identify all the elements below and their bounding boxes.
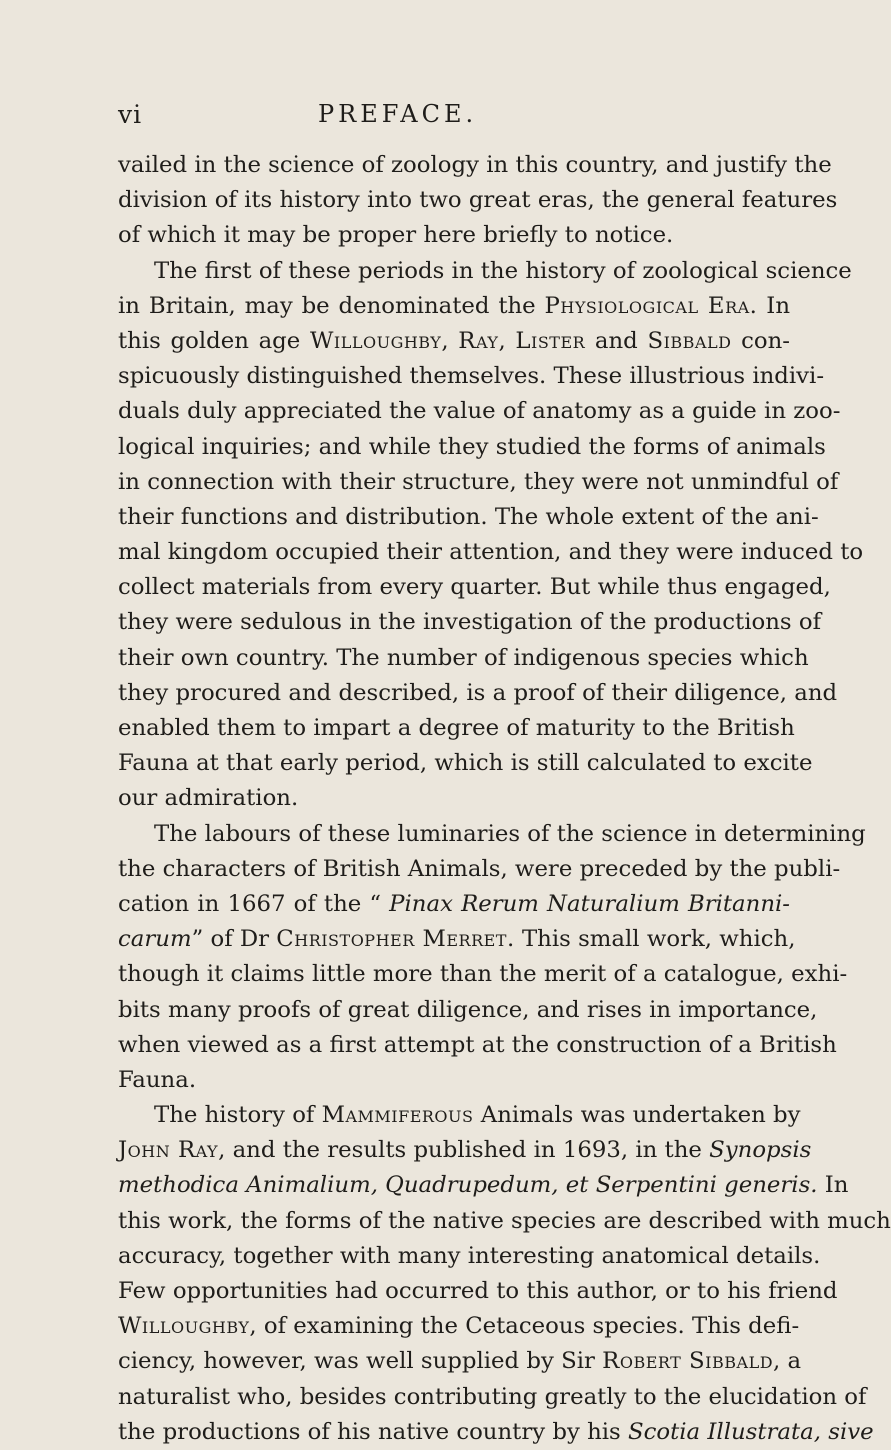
text-line: bits many proofs of great diligence, and rises in importance, <box>118 996 818 1023</box>
text-line: Fauna at that early period, which is still calculated to excite <box>118 750 813 777</box>
text-line: in connection with their structure, they were not unmindful of <box>118 468 839 495</box>
text-line: they were sedulous in the investigation of the productions of <box>118 609 822 636</box>
text-line: in Britain, may be denominated the Physiological Era. In <box>118 292 790 319</box>
text-line: Fauna. <box>118 1066 197 1093</box>
text-line: our admiration. <box>118 785 299 812</box>
era-name: Physiological Era. <box>544 292 758 319</box>
text-line: collect materials from every quarter. But while thus engaged, <box>118 574 831 601</box>
text-line: the characters of British Animals, were preceded by the publi- <box>118 855 841 882</box>
text-line: logical inquiries; and while they studied the forms of animals <box>118 433 826 460</box>
text-line: methodica Animalium, Quadrupedum, et Serpentini generis. In <box>118 1172 849 1199</box>
text-line: division of its history into two great eras, the general features <box>118 187 838 214</box>
paragraph-start-line: The first of these periods in the history of zoological science <box>154 257 852 284</box>
text-line: spicuously distinguished themselves. These illustrious indivi- <box>118 363 825 390</box>
text-line: when viewed as a first attempt at the construction of a British <box>118 1031 837 1058</box>
paragraph-start-line: The labours of these luminaries of the science in determining <box>154 820 866 847</box>
book-title: Scotia Illustrata, sive <box>628 1418 874 1445</box>
body-text <box>118 148 891 1450</box>
text-line: naturalist who, besides contributing greatly to the elucidation of <box>118 1383 867 1410</box>
book-title: Pinax Rerum Naturalium Britanni- <box>389 890 790 917</box>
text-line: vailed in the science of zoology in this country, and justify the <box>118 152 832 178</box>
book-title: Synopsis <box>709 1137 812 1164</box>
text-line: mal kingdom occupied their attention, and they were induced to <box>118 539 864 566</box>
author-name: Christopher Merret. <box>276 926 515 953</box>
text-line: enabled them to impart a degree of maturity to the British <box>118 715 795 741</box>
text-line: Willoughby, of examining the Cetaceous species. This defi- <box>118 1313 800 1340</box>
text-line: this golden age Willoughby, Ray, Lister and Sibbald con- <box>118 327 790 354</box>
text-line: John Ray, and the results published in 1693, in the Synopsis <box>118 1137 812 1164</box>
author-name: Robert Sibbald <box>602 1348 774 1375</box>
text-line: though it claims little more than the merit of a catalogue, exhi- <box>118 961 848 988</box>
page-number: vi <box>118 100 143 129</box>
text-line: cation in 1667 of the “ Pinax Rerum Naturalium Britanni- <box>118 890 790 917</box>
text-line: ciency, however, was well supplied by Sir Robert Sibbald, a <box>118 1348 802 1375</box>
running-title: PREFACE. <box>318 100 478 128</box>
text-line: duals duly appreciated the value of anatomy as a guide in zoo- <box>118 398 841 425</box>
text-line: carum” of Dr Christopher Merret. This small work, which, <box>118 926 796 953</box>
text-line: their own country. The number of indigenous species which <box>118 644 809 671</box>
author-name: John Ray <box>118 1137 219 1164</box>
author-name: Willoughby <box>118 1313 250 1340</box>
running-head <box>118 100 790 140</box>
text-line: this work, the forms of the native species are described with much <box>118 1207 891 1234</box>
text-line: of which it may be proper here briefly to notice. <box>118 222 674 249</box>
paragraph-start-line: The history of Mammiferous Animals was undertaken by <box>154 1102 801 1129</box>
text-line: the productions of his native country by his Scotia Illustrata, sive <box>118 1418 874 1445</box>
text-line: they procured and described, is a proof of their diligence, and <box>118 679 838 706</box>
text-line: their functions and distribution. The whole extent of the ani- <box>118 503 819 530</box>
text-line: accuracy, together with many interesting anatomical details. <box>118 1242 821 1269</box>
text-line: Few opportunities had occurred to this author, or to his friend <box>118 1278 838 1304</box>
